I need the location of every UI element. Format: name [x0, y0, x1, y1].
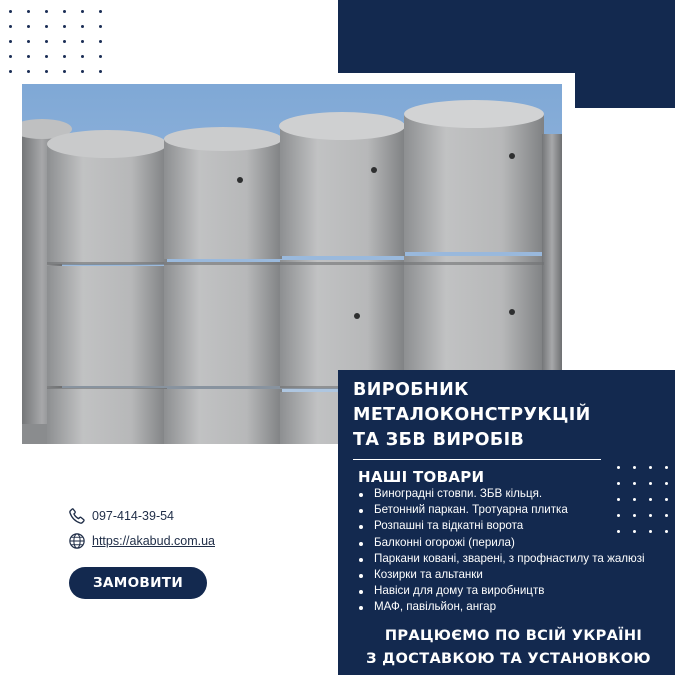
- goods-title: НАШІ ТОВАРИ: [358, 468, 485, 486]
- list-item: Бетонний паркан. Тротуарна плитка: [356, 502, 645, 518]
- headline-line-2: МЕТАЛОКОНСТРУКЦІЙ: [353, 405, 591, 425]
- list-item: Паркани ковані, зварені, з профнастилу та жалюзі: [356, 551, 645, 567]
- list-item: Розпашні та відкатні ворота: [356, 518, 645, 534]
- headline-line-3: ТА ЗБВ ВИРОБІВ: [353, 430, 525, 450]
- decor-dots-right: [617, 466, 675, 546]
- list-item: Балконні огорожі (перила): [356, 535, 645, 551]
- list-item: Виноградні стовпи. ЗБВ кільця.: [356, 486, 645, 502]
- decor-navy-block-right: [575, 73, 675, 108]
- globe-icon: [68, 532, 86, 550]
- list-item: Навіси для дому та виробництв: [356, 583, 645, 599]
- contact-website[interactable]: [68, 532, 215, 550]
- order-button[interactable]: ЗАМОВИТИ: [69, 567, 207, 599]
- list-item: МАФ, павільйон, ангар: [356, 599, 645, 615]
- footer-line-1: ПРАЦЮЄМО ПО ВСІЙ УКРАЇНІ: [384, 627, 643, 644]
- phone-number[interactable]: 097-414-39-54: [92, 509, 175, 523]
- headline-line-1: ВИРОБНИК: [353, 380, 469, 400]
- decor-navy-block-top: [338, 0, 675, 73]
- decor-dots-top-left: [9, 10, 117, 85]
- footer-line-2: З ДОСТАВКОЮ ТА УСТАНОВКОЮ: [366, 650, 651, 667]
- divider: [353, 459, 601, 460]
- goods-list: [356, 486, 645, 616]
- headline: [353, 378, 591, 453]
- website-link[interactable]: https://akabud.com.ua: [92, 534, 215, 548]
- phone-icon: [68, 507, 86, 525]
- list-item: Козирки та альтанки: [356, 567, 645, 583]
- contact-phone[interactable]: [68, 507, 174, 525]
